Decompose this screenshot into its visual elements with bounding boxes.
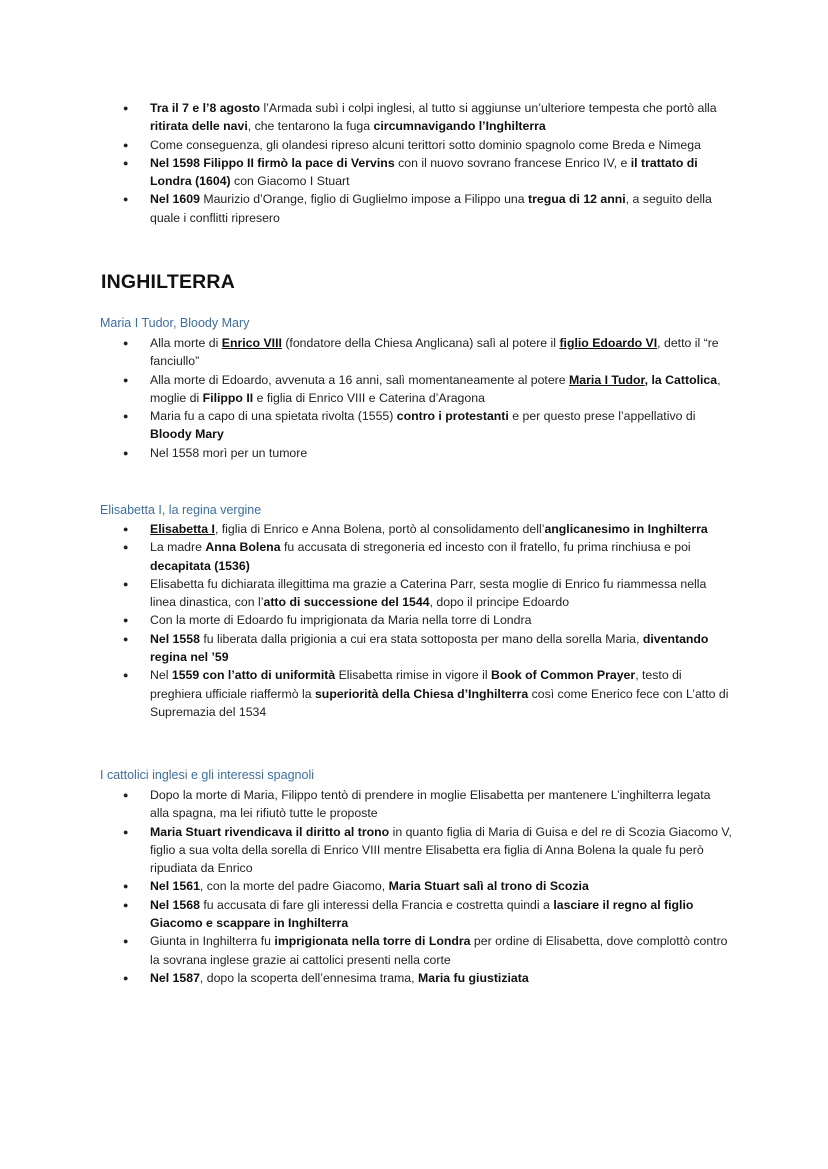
bold-text-run: atto di successione del 1544 bbox=[263, 595, 430, 610]
list-item bbox=[0, 877, 828, 895]
bold-text-run: Maria Stuart rivendicava il diritto al trono bbox=[150, 824, 390, 839]
text-run: per ordine di Elisabetta, dove complottò contro la sovrana inglese grazie ai cattolici presenti nella corte bbox=[150, 934, 728, 967]
bold-text-run: Nel 1598 Filippo II firmò la pace di Vervins bbox=[150, 155, 395, 170]
text-run: , detto il “re fanciullo” bbox=[150, 336, 719, 369]
bold-text-run: contro i protestanti bbox=[396, 409, 509, 424]
bold-text-run: superiorità della Chiesa d’Inghilterra bbox=[314, 686, 529, 701]
list-item bbox=[0, 896, 828, 933]
bullet-list bbox=[0, 334, 828, 462]
text-run: e figlia di Enrico VIII e Caterina d’Aragona bbox=[253, 390, 485, 405]
bold-text-run: anglicanesimo in Inghilterra bbox=[544, 522, 708, 536]
bold-text-run: Book of Common Prayer bbox=[491, 668, 636, 683]
bold-text-run: diventando regina nel ’59 bbox=[150, 631, 709, 665]
text-run: La madre bbox=[150, 540, 206, 555]
text-run: Alla morte di bbox=[150, 336, 222, 350]
list-item bbox=[0, 666, 828, 721]
bold-text-run: Maria fu giustiziata bbox=[417, 970, 529, 985]
bold-text-run: Maria I Tudor bbox=[569, 372, 645, 387]
list-item bbox=[0, 190, 828, 227]
section-heading-elisabetta: Elisabetta I, la regina vergine bbox=[100, 503, 262, 517]
list-item bbox=[0, 371, 828, 408]
text-run: Elisabetta fu dichiarata illegittima ma grazie a Caterina Parr, sesta moglie di Enrico fu riammessa nella linea dinastica, con l’ bbox=[150, 576, 707, 610]
list-item bbox=[0, 334, 828, 371]
section-cattolici bbox=[0, 786, 828, 987]
text-run: l’Armada subì i colpi inglesi, al tutto si aggiunse un’ulteriore tempesta che portò alla bbox=[260, 101, 717, 115]
list-item bbox=[0, 969, 828, 987]
bold-text-run: Maria Stuart salì al trono di Scozia bbox=[388, 879, 589, 894]
text-run: e per questo prese l’appellativo di bbox=[508, 409, 696, 424]
text-run: , figlia di Enrico e Anna Bolena, portò al consolidamento dell’ bbox=[214, 522, 545, 536]
page-title: INGHILTERRA bbox=[101, 271, 235, 293]
text-run: Dopo la morte di Maria, Filippo tentò di prendere in moglie Elisabetta per mantenere L’inghilterra legata alla spagna, ma lei rifiutò tutte le proposte bbox=[150, 788, 711, 821]
text-run: , dopo il principe Edoardo bbox=[429, 595, 570, 610]
text-run: con Giacomo I Stuart bbox=[230, 174, 350, 189]
text-run: Nel 1558 morì per un tumore bbox=[150, 445, 308, 460]
text-run: Elisabetta rimise in vigore il bbox=[335, 668, 492, 683]
bold-text-run: ritirata delle navi bbox=[150, 119, 248, 134]
bold-text-run: , la Cattolica bbox=[644, 372, 718, 387]
bullet-list bbox=[0, 99, 828, 227]
section-heading-cattolici: I cattolici inglesi e gli interessi spagnoli bbox=[100, 768, 314, 782]
list-item bbox=[0, 520, 828, 538]
list-item bbox=[0, 823, 828, 878]
list-item bbox=[0, 136, 828, 154]
list-item bbox=[0, 444, 828, 462]
text-run: , con la morte del padre Giacomo, bbox=[199, 879, 389, 894]
text-run: in quanto figlia di Maria di Guisa e del re di Scozia Giacomo V, figlio a sua volta della sorella di Enrico VIII mentre Elisabetta era figlia di Anna Bolena la quale fu però ripudiata da Enrico bbox=[150, 824, 732, 876]
text-run: , moglie di bbox=[150, 372, 721, 405]
list-item bbox=[0, 407, 828, 444]
list-item bbox=[0, 786, 828, 823]
text-run: fu accusata di stregoneria ed incesto con il fratello, fu prima rinchiusa e poi bbox=[280, 540, 691, 555]
text-run: (fondatore della Chiesa Anglicana) salì al potere il bbox=[281, 336, 560, 350]
bold-text-run: Bloody Mary bbox=[150, 427, 224, 442]
bold-text-run: Enrico VIII bbox=[221, 336, 282, 350]
bullet-list bbox=[0, 786, 828, 987]
bold-text-run: Filippo II bbox=[202, 390, 254, 405]
list-item bbox=[0, 611, 828, 629]
text-run: Maria fu a capo di una spietata rivolta (1555) bbox=[150, 409, 397, 424]
text-run: così come Enerico fece con L’atto di Supremazia del 1534 bbox=[150, 686, 729, 719]
text-run: , a seguito della quale i conflitti ripresero bbox=[150, 192, 712, 225]
bold-text-run: imprigionata nella torre di Londra bbox=[274, 934, 471, 949]
bold-text-run: 1559 con l’atto di uniformità bbox=[171, 668, 336, 683]
bold-text-run: Tra il 7 e l’8 agosto bbox=[150, 101, 261, 115]
section-heading-maria-tudor: Maria I Tudor, Bloody Mary bbox=[100, 316, 250, 330]
text-run: Come conseguenza, gli olandesi ripreso alcuni terittori sotto dominio spagnolo come Breda e Nimega bbox=[150, 137, 701, 152]
bold-text-run: il trattato di Londra (1604) bbox=[150, 155, 698, 189]
bold-text-run: Nel 1561 bbox=[150, 879, 200, 894]
section-armada bbox=[0, 99, 828, 227]
bold-text-run: Nel 1609 bbox=[150, 192, 200, 207]
text-run: , dopo la scoperta dell’ennesima trama, bbox=[199, 970, 418, 985]
list-item bbox=[0, 575, 828, 612]
bold-text-run: Nel 1568 bbox=[150, 897, 200, 912]
list-item bbox=[0, 932, 828, 969]
bold-text-run: Elisabetta I bbox=[150, 522, 215, 536]
text-run: Alla morte di Edoardo, avvenuta a 16 anni, salì momentaneamente al potere bbox=[150, 372, 570, 387]
text-run: fu accusata di fare gli interessi della Francia e costretta quindi a bbox=[199, 897, 554, 912]
bullet-list bbox=[0, 520, 828, 721]
bold-text-run: lasciare il regno al figlio Giacomo e scappare in Inghilterra bbox=[150, 897, 694, 931]
text-run: , che tentarono la fuga bbox=[247, 119, 374, 134]
bold-text-run: Anna Bolena bbox=[205, 540, 281, 555]
section-elisabetta bbox=[0, 520, 828, 721]
bold-text-run: figlio Edoardo VI bbox=[559, 336, 658, 350]
list-item bbox=[0, 538, 828, 575]
list-item bbox=[0, 99, 828, 136]
section-maria-tudor bbox=[0, 334, 828, 462]
text-run: Maurizio d’Orange, figlio di Guglielmo impose a Filippo una bbox=[199, 192, 528, 207]
bold-text-run: circumnavigando l’Inghilterra bbox=[373, 119, 546, 134]
text-run: con il nuovo sovrano francese Enrico IV, e bbox=[394, 155, 631, 170]
text-run: Nel bbox=[150, 668, 172, 683]
text-run: fu liberata dalla prigionia a cui era stata sottoposta per mano della sorella Maria, bbox=[199, 631, 643, 646]
bold-text-run: decapitata (1536) bbox=[150, 558, 250, 573]
bold-text-run: Nel 1558 bbox=[150, 631, 200, 646]
bold-text-run: tregua di 12 anni bbox=[528, 192, 626, 207]
text-run: Con la morte di Edoardo fu imprigionata da Maria nella torre di Londra bbox=[150, 613, 532, 628]
list-item bbox=[0, 154, 828, 191]
list-item bbox=[0, 630, 828, 667]
bold-text-run: Nel 1587 bbox=[150, 970, 200, 985]
text-run: Giunta in Inghilterra fu bbox=[150, 934, 275, 949]
text-run: , testo di preghiera ufficiale riaffermò la bbox=[150, 668, 682, 701]
